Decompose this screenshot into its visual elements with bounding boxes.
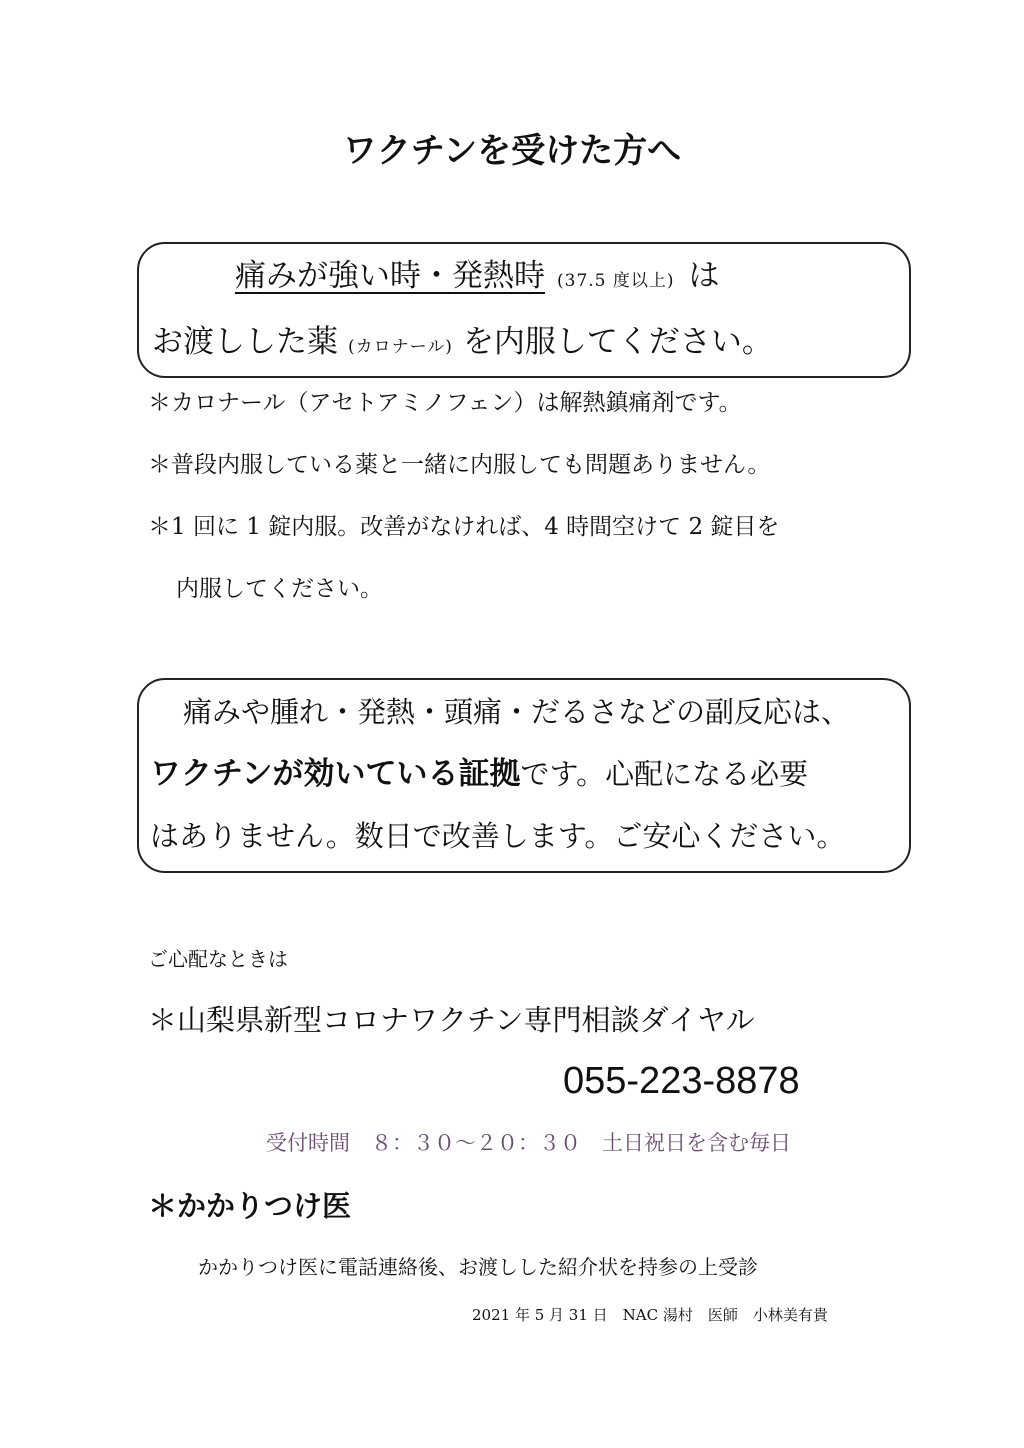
- note-item: ＊普段内服している薬と一緒に内服しても問題ありません。: [148, 452, 771, 478]
- family-doctor-instructions: かかりつけ医に電話連絡後、お渡しした紹介状を持参の上受診: [198, 1255, 758, 1279]
- medicine-phrase: お渡しした薬: [152, 324, 338, 360]
- side-effect-line-3: はありません。数日で改善します。ご安心ください。: [150, 819, 846, 853]
- family-doctor-title: ＊かかりつけ医: [148, 1189, 352, 1223]
- dosage-line-1-end: は: [688, 258, 720, 294]
- contact-intro: ご心配なときは: [148, 947, 288, 971]
- temperature-note: (37.5 度以上): [557, 271, 675, 291]
- phone-number[interactable]: 055-223-8878: [563, 1060, 800, 1102]
- note-item: ＊1 回に 1 錠内服。改善がなければ、4 時間空けて 2 錠目を: [148, 514, 780, 540]
- side-effect-line-2-rest: です。心配になる必要: [520, 757, 809, 791]
- side-effect-line-2: [150, 752, 808, 796]
- dosage-line-2-end: を内服してください。: [462, 324, 773, 360]
- dosage-condition: 痛みが強い時・発熱時: [235, 258, 545, 294]
- dosage-line-2: [152, 320, 773, 369]
- note-item-continuation: 内服してください。: [176, 576, 383, 602]
- reception-hours: 受付時間 ８：３０～２０：３０ 土日祝日を含む毎日: [266, 1131, 791, 1155]
- page-title: ワクチンを受けた方へ: [342, 131, 682, 171]
- medicine-name: (カロナール): [348, 337, 453, 357]
- note-item: ＊カロナール（アセトアミノフェン）は解熱鎮痛剤です。: [148, 390, 742, 416]
- vaccine-proof-emphasis: ワクチンが効いている証拠: [150, 756, 521, 792]
- consultation-dial-title: ＊山梨県新型コロナワクチン専門相談ダイヤル: [148, 1003, 755, 1037]
- date-and-signature: 2021 年 5 月 31 日 NAC 湯村 医師 小林美有貴: [472, 1306, 828, 1324]
- side-effect-line-1: 痛みや腫れ・発熱・頭痛・だるさなどの副反応は、: [183, 695, 851, 729]
- dosage-line-1: [235, 254, 720, 303]
